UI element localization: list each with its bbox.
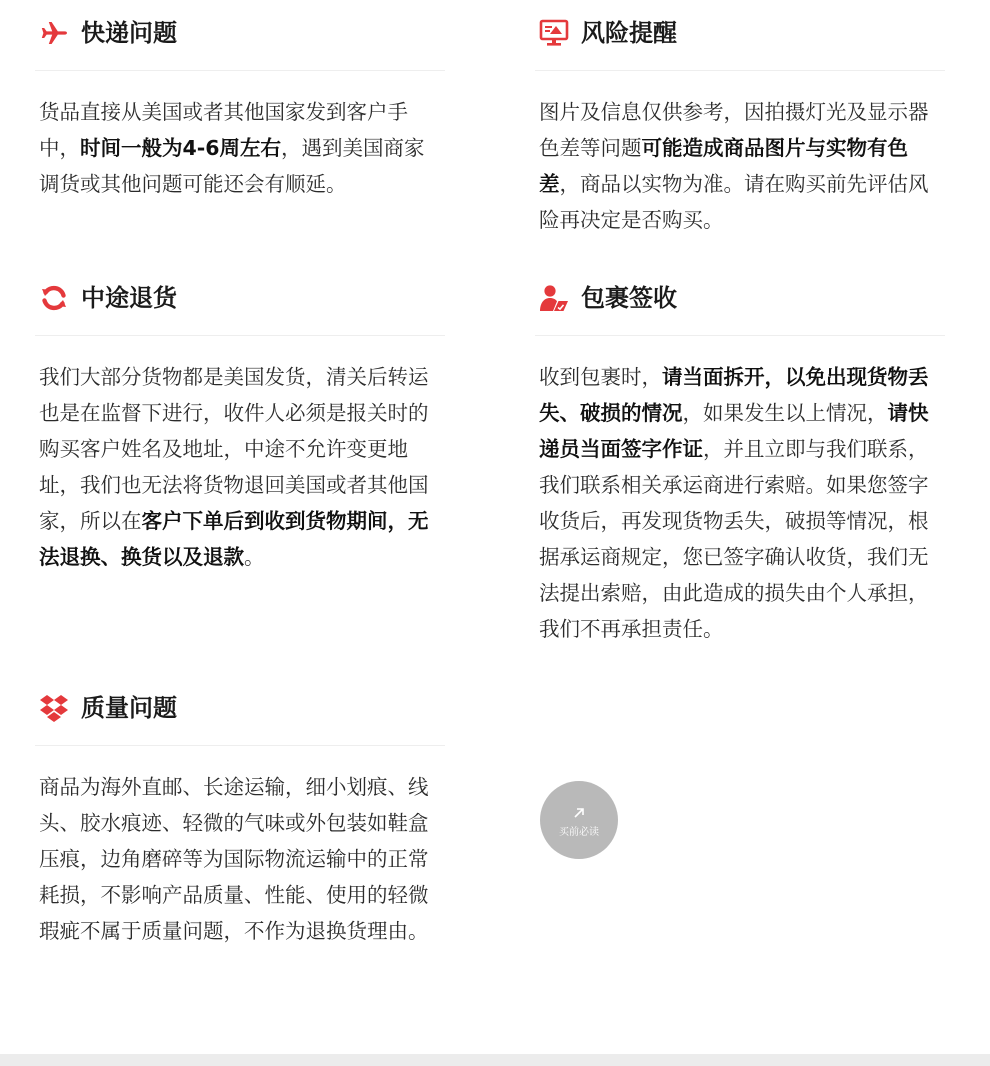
section-title: 质量问题 [81, 694, 177, 722]
box-icon [39, 693, 69, 723]
emphasis-text: 请快递员当面签字作证 [539, 401, 929, 461]
emphasis-text: 请当面拆开，以免出现货物丢失、破损的情况 [539, 365, 929, 425]
emphasis-text: 时间一般为4-6周左右 [80, 136, 282, 160]
section-header [539, 14, 949, 54]
monitor-alert-icon [539, 18, 569, 48]
section-text [539, 359, 939, 647]
section-header [539, 279, 949, 319]
divider [35, 745, 445, 746]
divider [535, 70, 945, 71]
section-risk [539, 14, 949, 232]
section-text [39, 94, 439, 202]
section-header [39, 279, 449, 319]
arrow-up-right-icon [571, 805, 587, 821]
section-quality [39, 689, 449, 943]
section-header [39, 689, 449, 729]
section-text [539, 94, 939, 238]
airplane-icon [39, 18, 69, 48]
section-return [39, 279, 449, 569]
section-text [39, 359, 439, 575]
body-text: ，并且立即与我们联系，我们联系相关承运商进行索赔。如果您签字收货后，再发现货物丢失，破损等情况，根据承运商规定，您已签字确认收货，我们无法提出索赔，由此造成的损失由个人承担，我们不再承担责任。 [539, 437, 929, 641]
section-title: 风险提醒 [581, 19, 677, 47]
body-text: 商品为海外直邮、长途运输，细小划痕、线头、胶水痕迹、轻微的气味或外包装如鞋盒压痕，边角磨碎等为国际物流运输中的正常耗损，不影响产品质量、性能、使用的轻微瑕疵不属于质量问题，不作为退换货理由。 [39, 775, 429, 943]
refresh-icon [39, 283, 69, 313]
section-title: 包裹签收 [581, 284, 677, 312]
body-text: 我们大部分货物都是美国发货，清关后转运也是在监督下进行，收件人必须是报关时的购买客户姓名及地址，中途不允许变更地址，我们也无法将货物退回美国或者其他国家，所以在 [39, 365, 429, 533]
body-text: 图片及信息仅供参考，因拍摄灯光及显示器色差等问题 [539, 100, 929, 160]
divider [35, 70, 445, 71]
section-title: 快递问题 [81, 19, 177, 47]
emphasis-text: 客户下单后到收到货物期间，无法退换、换货以及退款 [39, 509, 429, 569]
person-sign-icon [539, 283, 569, 313]
must-read-label: 买前必读 [559, 827, 599, 838]
section-receipt [539, 279, 949, 641]
section-title: 中途退货 [81, 284, 177, 312]
must-read-button[interactable] [540, 781, 618, 859]
body-text: ，商品以实物为准。请在购买前先评估风险再决定是否购买。 [539, 172, 929, 232]
divider [535, 335, 945, 336]
section-text [39, 769, 439, 949]
divider [35, 335, 445, 336]
body-text: 。 [244, 545, 265, 569]
body-text: 货品直接从美国或者其他国家发到客户手中， [39, 100, 408, 160]
emphasis-text: 可能造成商品图片与实物有色差 [539, 136, 908, 196]
section-express [39, 14, 449, 196]
body-text: ，遇到美国商家调货或其他问题可能还会有顺延。 [39, 136, 425, 196]
footer-band [0, 1054, 990, 1066]
body-text: ，如果发生以上情况， [682, 401, 888, 425]
section-header [39, 14, 449, 54]
body-text: 收到包裹时， [539, 365, 662, 389]
